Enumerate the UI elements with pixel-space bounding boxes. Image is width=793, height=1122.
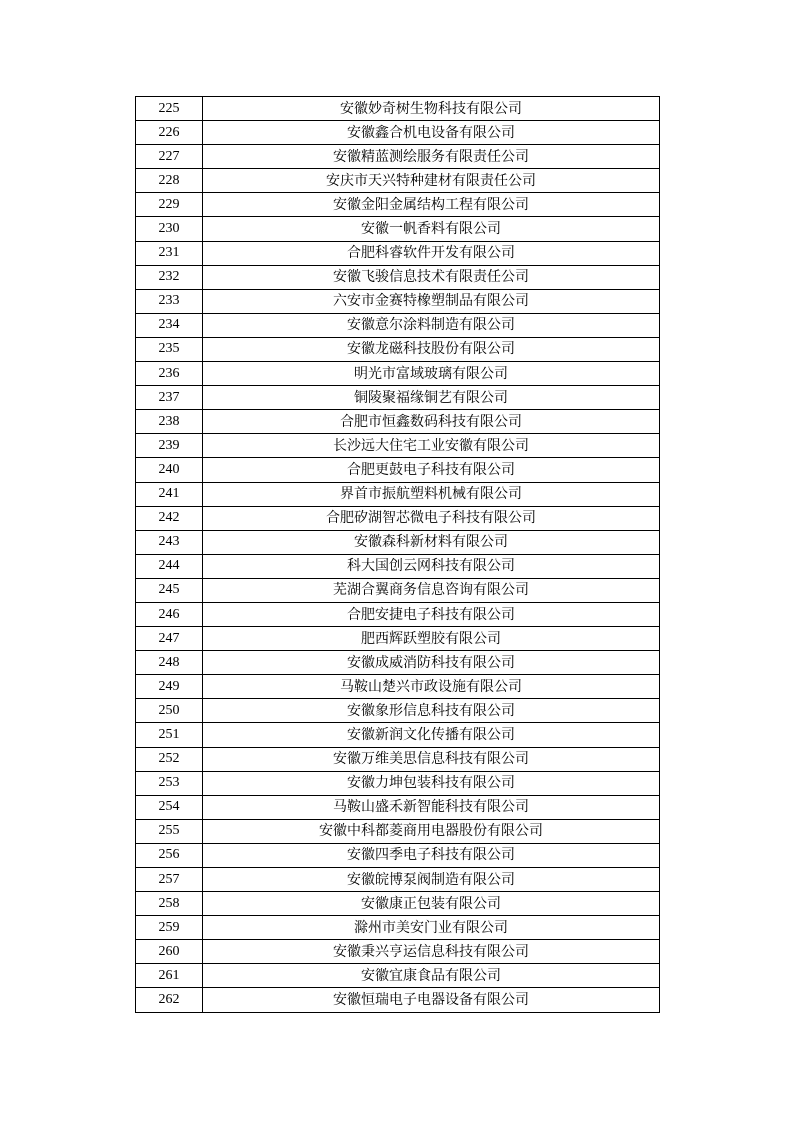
row-number-cell: 251 — [136, 723, 203, 747]
company-list-table — [135, 96, 660, 1013]
company-name-cell: 安徽龙磁科技股份有限公司 — [203, 337, 660, 361]
row-number-cell: 236 — [136, 362, 203, 386]
row-number-cell: 225 — [136, 97, 203, 121]
company-name-cell: 安徽意尔涂料制造有限公司 — [203, 313, 660, 337]
company-name-cell: 安庆市天兴特种建材有限责任公司 — [203, 169, 660, 193]
row-number-cell: 252 — [136, 747, 203, 771]
company-name-cell: 安徽成威消防科技有限公司 — [203, 651, 660, 675]
row-number-cell: 232 — [136, 265, 203, 289]
company-name-cell: 安徽精蓝测绘服务有限责任公司 — [203, 145, 660, 169]
table-row — [136, 892, 660, 916]
row-number-cell: 255 — [136, 819, 203, 843]
table-row — [136, 313, 660, 337]
row-number-cell: 230 — [136, 217, 203, 241]
table-row — [136, 554, 660, 578]
company-name-cell: 合肥更鼓电子科技有限公司 — [203, 458, 660, 482]
company-name-cell: 安徽恒瑞电子电器设备有限公司 — [203, 988, 660, 1012]
company-name-cell: 安徽鑫合机电设备有限公司 — [203, 121, 660, 145]
table-row — [136, 145, 660, 169]
table-row — [136, 506, 660, 530]
table-row — [136, 482, 660, 506]
table-row — [136, 265, 660, 289]
table-row — [136, 410, 660, 434]
row-number-cell: 247 — [136, 627, 203, 651]
table-row — [136, 651, 660, 675]
table-row — [136, 602, 660, 626]
row-number-cell: 227 — [136, 145, 203, 169]
company-name-cell: 安徽象形信息科技有限公司 — [203, 699, 660, 723]
company-name-cell: 安徽妙奇树生物科技有限公司 — [203, 97, 660, 121]
company-name-cell: 安徽中科都菱商用电器股份有限公司 — [203, 819, 660, 843]
company-name-cell: 合肥科睿软件开发有限公司 — [203, 241, 660, 265]
row-number-cell: 228 — [136, 169, 203, 193]
table-row — [136, 675, 660, 699]
company-name-cell: 长沙远大住宅工业安徽有限公司 — [203, 434, 660, 458]
table-row — [136, 121, 660, 145]
company-name-cell: 马鞍山盛禾新智能科技有限公司 — [203, 795, 660, 819]
row-number-cell: 246 — [136, 602, 203, 626]
table-row — [136, 362, 660, 386]
row-number-cell: 229 — [136, 193, 203, 217]
table-body — [136, 97, 660, 1013]
row-number-cell: 240 — [136, 458, 203, 482]
row-number-cell: 234 — [136, 313, 203, 337]
company-name-cell: 安徽森科新材料有限公司 — [203, 530, 660, 554]
table-row — [136, 723, 660, 747]
row-number-cell: 238 — [136, 410, 203, 434]
table-row — [136, 578, 660, 602]
company-name-cell: 肥西辉跃塑胶有限公司 — [203, 627, 660, 651]
company-name-cell: 安徽力坤包装科技有限公司 — [203, 771, 660, 795]
company-name-cell: 合肥安捷电子科技有限公司 — [203, 602, 660, 626]
company-name-cell: 铜陵聚福缘铜艺有限公司 — [203, 386, 660, 410]
company-name-cell: 安徽一帆香料有限公司 — [203, 217, 660, 241]
table-row — [136, 940, 660, 964]
company-name-cell: 滁州市美安门业有限公司 — [203, 916, 660, 940]
row-number-cell: 226 — [136, 121, 203, 145]
company-name-cell: 合肥矽湖智芯微电子科技有限公司 — [203, 506, 660, 530]
row-number-cell: 231 — [136, 241, 203, 265]
row-number-cell: 262 — [136, 988, 203, 1012]
table-row — [136, 699, 660, 723]
table-row — [136, 916, 660, 940]
row-number-cell: 233 — [136, 289, 203, 313]
company-name-cell: 安徽万维美思信息科技有限公司 — [203, 747, 660, 771]
table-row — [136, 868, 660, 892]
company-name-cell: 明光市富域玻璃有限公司 — [203, 362, 660, 386]
row-number-cell: 253 — [136, 771, 203, 795]
company-name-cell: 安徽秉兴亨运信息科技有限公司 — [203, 940, 660, 964]
row-number-cell: 249 — [136, 675, 203, 699]
table-row — [136, 458, 660, 482]
table-row — [136, 843, 660, 867]
table-row — [136, 988, 660, 1012]
row-number-cell: 259 — [136, 916, 203, 940]
row-number-cell: 261 — [136, 964, 203, 988]
company-name-cell: 安徽宜康食品有限公司 — [203, 964, 660, 988]
row-number-cell: 256 — [136, 843, 203, 867]
row-number-cell: 243 — [136, 530, 203, 554]
row-number-cell: 245 — [136, 578, 203, 602]
company-name-cell: 科大国创云网科技有限公司 — [203, 554, 660, 578]
table-row — [136, 241, 660, 265]
row-number-cell: 250 — [136, 699, 203, 723]
row-number-cell: 254 — [136, 795, 203, 819]
table-row — [136, 289, 660, 313]
row-number-cell: 235 — [136, 337, 203, 361]
table-row — [136, 386, 660, 410]
table-row — [136, 337, 660, 361]
row-number-cell: 244 — [136, 554, 203, 578]
row-number-cell: 260 — [136, 940, 203, 964]
company-name-cell: 安徽金阳金属结构工程有限公司 — [203, 193, 660, 217]
company-name-cell: 安徽新润文化传播有限公司 — [203, 723, 660, 747]
table-row — [136, 193, 660, 217]
row-number-cell: 257 — [136, 868, 203, 892]
company-name-cell: 马鞍山楚兴市政设施有限公司 — [203, 675, 660, 699]
table-row — [136, 771, 660, 795]
company-name-cell: 安徽皖博泵阀制造有限公司 — [203, 868, 660, 892]
table-row — [136, 819, 660, 843]
table-row — [136, 964, 660, 988]
row-number-cell: 239 — [136, 434, 203, 458]
table-row — [136, 747, 660, 771]
row-number-cell: 258 — [136, 892, 203, 916]
company-name-cell: 安徽飞骏信息技术有限责任公司 — [203, 265, 660, 289]
table-row — [136, 795, 660, 819]
table-row — [136, 530, 660, 554]
company-name-cell: 安徽四季电子科技有限公司 — [203, 843, 660, 867]
row-number-cell: 242 — [136, 506, 203, 530]
company-name-cell: 芜湖合翼商务信息咨询有限公司 — [203, 578, 660, 602]
table-row — [136, 434, 660, 458]
company-name-cell: 合肥市恒鑫数码科技有限公司 — [203, 410, 660, 434]
company-name-cell: 界首市振航塑料机械有限公司 — [203, 482, 660, 506]
table-row — [136, 217, 660, 241]
table-row — [136, 627, 660, 651]
row-number-cell: 241 — [136, 482, 203, 506]
table-row — [136, 97, 660, 121]
row-number-cell: 237 — [136, 386, 203, 410]
company-name-cell: 安徽康正包装有限公司 — [203, 892, 660, 916]
table-row — [136, 169, 660, 193]
row-number-cell: 248 — [136, 651, 203, 675]
company-name-cell: 六安市金赛特橡塑制品有限公司 — [203, 289, 660, 313]
